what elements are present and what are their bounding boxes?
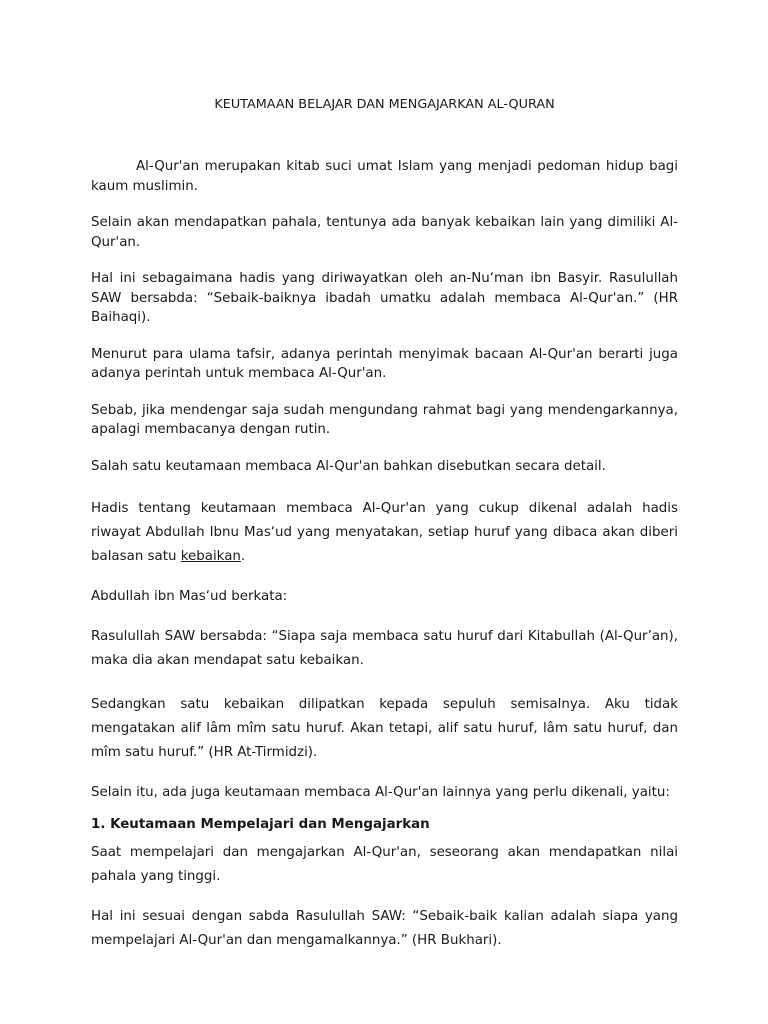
paragraph-text: Hadis tentang keutamaan membaca Al-Qur'an yang cukup dikenal adalah hadis riwayat Abdullah Ibnu Mas‘ud yang menyatakan, setiap huruf yang dibaca akan diberi balasan satu <box>91 501 678 564</box>
document-title: KEUTAMAAN BELAJAR DAN MENGAJARKAN AL-QURAN <box>214 97 555 112</box>
paragraph-intro: Al-Qur'an merupakan kitab suci umat Islam yang menjadi pedoman hidup bagi kaum muslimin. <box>91 159 678 194</box>
paragraph: Hal ini sesuai dengan sabda Rasulullah SAW: “Sebaik-baik kalian adalah siapa yang mempelajari Al-Qur'an dan mengamalkannya.” (HR Bukhari). <box>91 909 678 948</box>
paragraph: Rasulullah SAW bersabda: “Siapa saja membaca satu huruf dari Kitabullah (Al-Qur’an), maka dia akan mendapat satu kebaikan. <box>91 629 678 668</box>
paragraph: Selain akan mendapatkan pahala, tentunya ada banyak kebaikan lain yang dimiliki Al-Qur'an. <box>91 215 678 250</box>
paragraph: Menurut para ulama tafsir, adanya perintah menyimak bacaan Al-Qur'an berarti juga adanya perintah untuk membaca Al-Qur'an. <box>91 346 678 381</box>
paragraph: Abdullah ibn Mas‘ud berkata: <box>91 589 288 604</box>
paragraph-hadis-intro <box>91 497 678 569</box>
paragraph: Hal ini sebagaimana hadis yang diriwayatkan oleh an-Nu‘man ibn Basyir. Rasulullah SAW bersabda: “Sebaik-baiknya ibadah umatku adalah membaca Al-Qur'an.” (HR Baihaqi). <box>91 271 678 325</box>
kebaikan-link[interactable]: kebaikan <box>180 549 241 564</box>
paragraph: Saat mempelajari dan mengajarkan Al-Qur'an, seseorang akan mendapatkan nilai pahala yang tinggi. <box>91 845 678 884</box>
paragraph: Sedangkan satu kebaikan dilipatkan kepada sepuluh semisalnya. Aku tidak mengatakan alif lâm mîm satu huruf. Akan tetapi, alif satu huruf, lâm satu huruf, dan mîm satu huruf.” (HR At-Tirmidzi). <box>91 697 678 760</box>
section-heading: 1. Keutamaan Mempelajari dan Mengajarkan <box>91 817 430 832</box>
document-body <box>91 96 678 969</box>
paragraph: Selain itu, ada juga keutamaan membaca Al-Qur'an lainnya yang perlu dikenali, yaitu: <box>91 785 670 800</box>
paragraph: Salah satu keutamaan membaca Al-Qur'an bahkan disebutkan secara detail. <box>91 458 606 474</box>
paragraph-end: . <box>240 549 246 564</box>
paragraph: Sebab, jika mendengar saja sudah mengundang rahmat bagi yang mendengarkannya, apalagi membacanya dengan rutin. <box>91 402 678 437</box>
